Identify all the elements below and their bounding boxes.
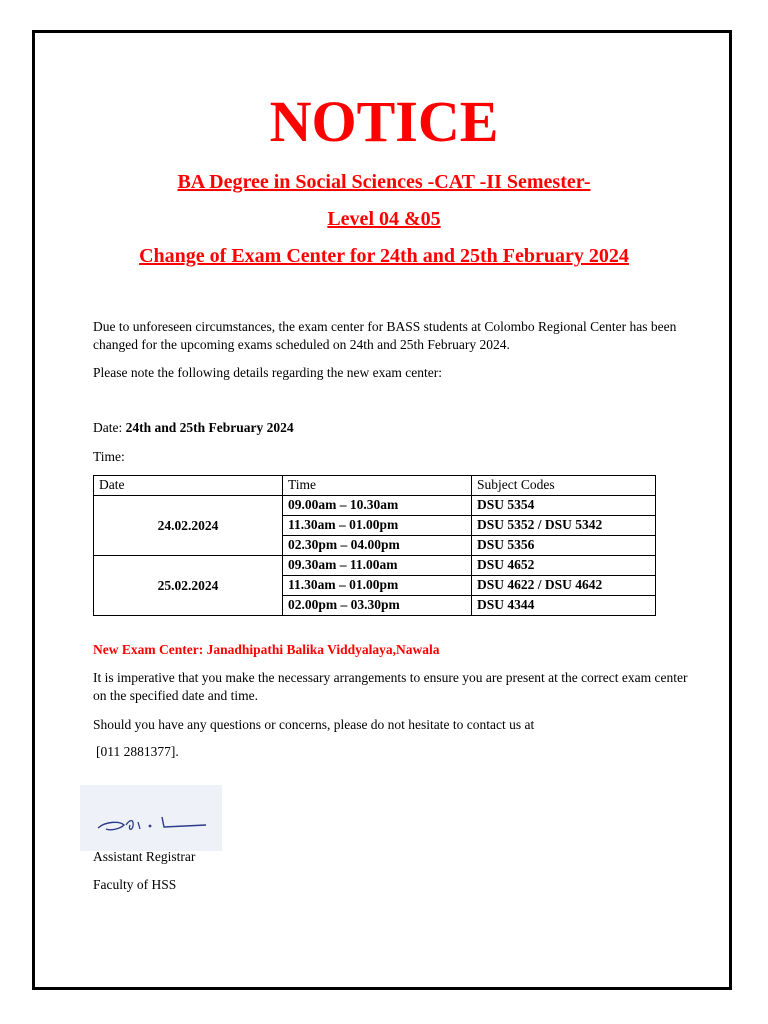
table-row [94,496,656,516]
change-heading: Change of Exam Center for 24th and 25th February 2024 [139,245,629,267]
table-row [94,556,656,576]
new-exam-center: New Exam Center: Janadhipathi Balika Viddyalaya,Nawala [93,642,440,657]
signature-icon [80,785,222,851]
header-date: Date [94,476,283,496]
signatory-faculty: Faculty of HSS [93,877,177,892]
intro-paragraph: Due to unforeseen circumstances, the exam center for BASS students at Colombo Regional Center has been changed for the upcoming exams scheduled on 24th and 25th February 2024. [93,319,677,352]
time-cell: 11.30am – 01.00pm [283,576,472,596]
codes-cell: DSU 4344 [472,596,656,616]
time-cell: 09.30am – 11.00am [283,556,472,576]
date-label: Date: [93,420,126,435]
program-heading: BA Degree in Social Sciences -CAT -II Semester- [177,171,591,193]
header-time: Time [283,476,472,496]
table-header-row [94,476,656,496]
time-label: Time: [93,449,125,464]
level-heading: Level 04 &05 [327,208,441,230]
signatory-title: Assistant Registrar [93,849,196,864]
codes-cell: DSU 4652 [472,556,656,576]
time-cell: 09.00am – 10.30am [283,496,472,516]
imperative-paragraph: It is imperative that you make the necessary arrangements to ensure you are present at the correct exam center on the specified date and time. [93,670,688,703]
date-cell: 25.02.2024 [94,556,283,616]
exam-schedule-table [93,475,656,616]
note-paragraph: Please note the following details regarding the new exam center: [93,365,443,380]
notice-title: NOTICE [269,89,499,154]
signature-image [80,785,222,851]
codes-cell: DSU 5354 [472,496,656,516]
time-cell: 11.30am – 01.00pm [283,516,472,536]
time-cell: 02.30pm – 04.00pm [283,536,472,556]
date-value: 24th and 25th February 2024 [125,420,294,435]
codes-cell: DSU 5356 [472,536,656,556]
codes-cell: DSU 5352 / DSU 5342 [472,516,656,536]
questions-paragraph: Should you have any questions or concerns, please do not hesitate to contact us at [93,717,535,732]
contact-number: [011 2881377]. [96,744,179,759]
header-subject-codes: Subject Codes [472,476,656,496]
codes-cell: DSU 4622 / DSU 4642 [472,576,656,596]
date-line [93,419,693,437]
time-cell: 02.00pm – 03.30pm [283,596,472,616]
date-cell: 24.02.2024 [94,496,283,556]
